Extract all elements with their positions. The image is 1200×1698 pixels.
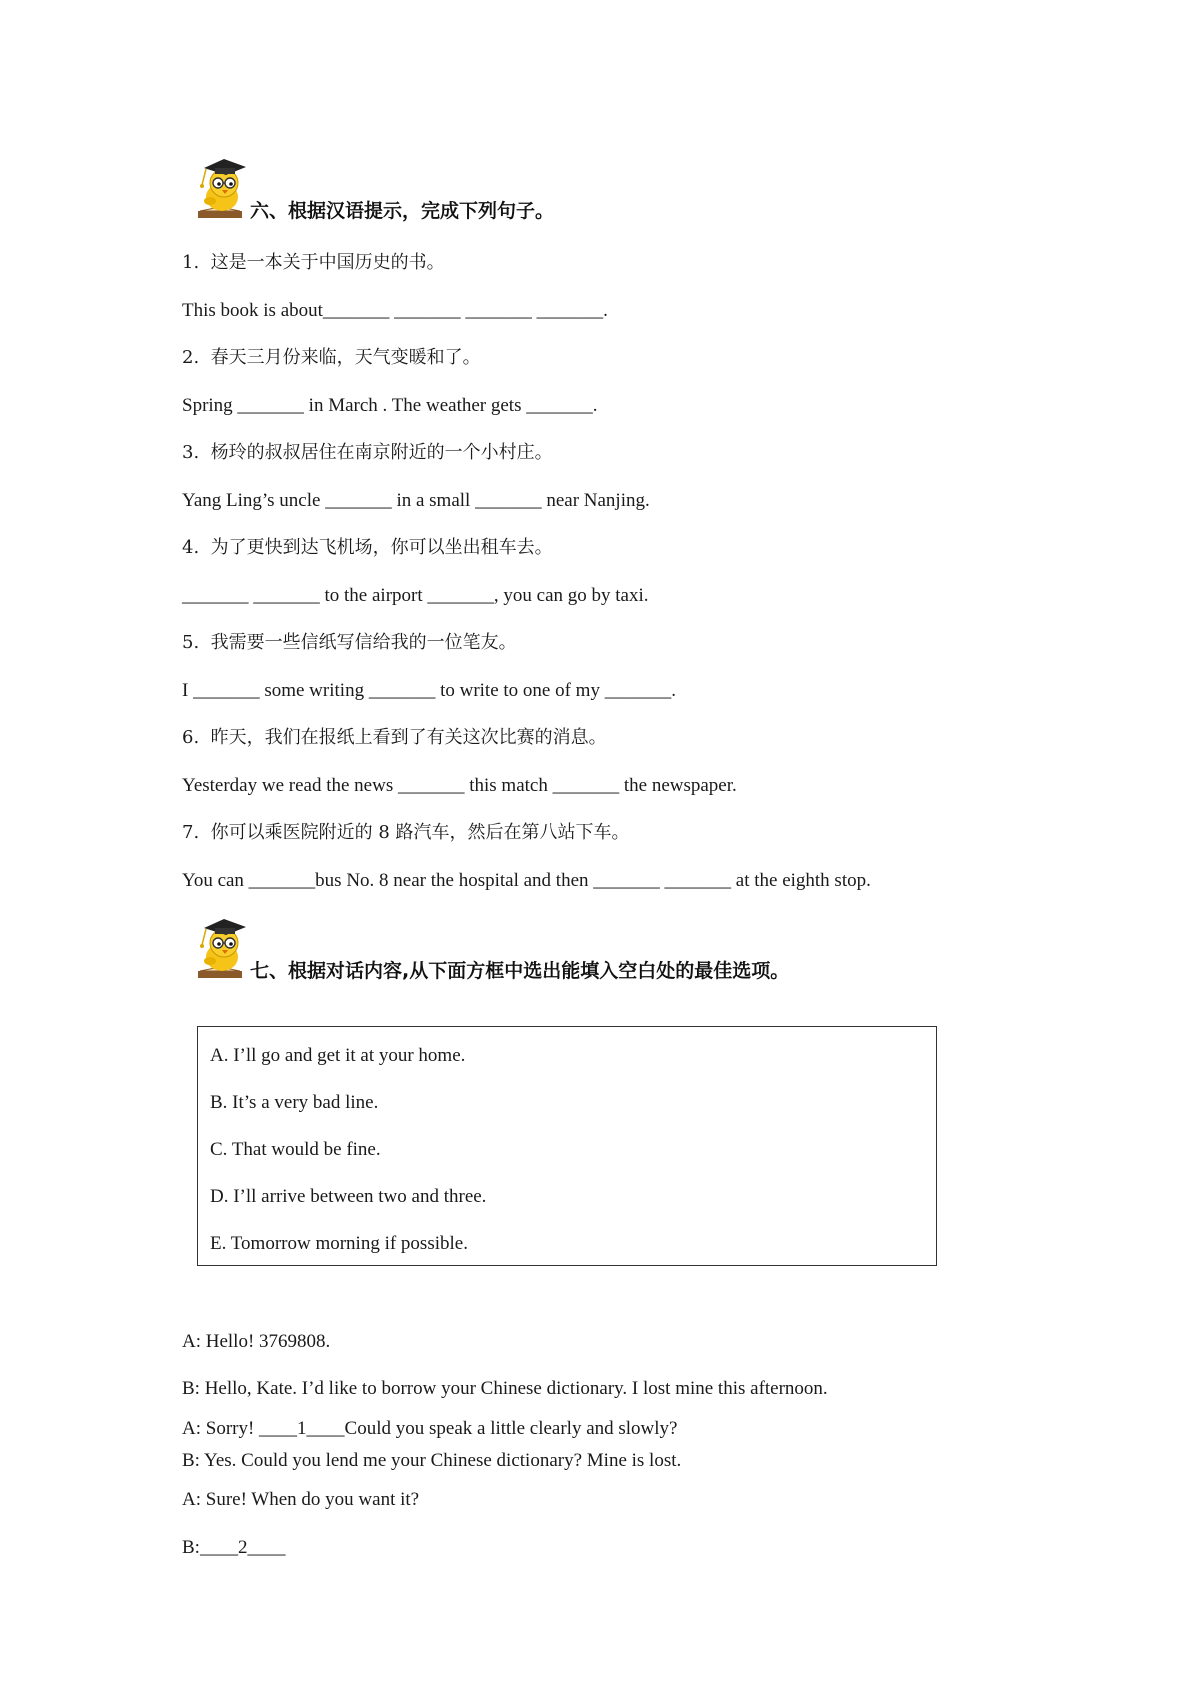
- item-3-english: Yang Ling’s uncle _______ in a small _______ near Nanjing.: [182, 490, 650, 511]
- dialogue-line-6: B:____2____: [182, 1537, 286, 1558]
- item-3-chinese: 3. 杨玲的叔叔居住在南京附近的一个小村庄。: [182, 442, 553, 463]
- item-7-chinese: 7. 你可以乘医院附近的 8 路汽车，然后在第八站下车。: [182, 822, 630, 843]
- dialogue-line-1: A: Hello! 3769808.: [182, 1331, 331, 1352]
- item-2-english: Spring _______ in March . The weather gets _______.: [182, 395, 598, 416]
- dialogue-line-4: B: Yes. Could you lend me your Chinese dictionary? Mine is lost.: [182, 1450, 682, 1471]
- options-box: [197, 1026, 937, 1266]
- graduate-chick-reading-icon: [182, 153, 248, 225]
- option-e: E. Tomorrow morning if possible.: [210, 1233, 468, 1254]
- option-a: A. I’ll go and get it at your home.: [210, 1045, 466, 1066]
- item-6-chinese: 6. 昨天，我们在报纸上看到了有关这次比赛的消息。: [182, 727, 607, 748]
- option-d: D. I’ll arrive between two and three.: [210, 1186, 487, 1207]
- option-b: B. It’s a very bad line.: [210, 1092, 379, 1113]
- item-2-chinese: 2. 春天三月份来临，天气变暖和了。: [182, 347, 481, 368]
- dialogue-line-3: A: Sorry! ____1____Could you speak a little clearly and slowly?: [182, 1418, 678, 1439]
- option-c: C. That would be fine.: [210, 1139, 381, 1160]
- dialogue-line-5: A: Sure! When do you want it?: [182, 1489, 420, 1510]
- section-6-title: 六、根据汉语提示，完成下列句子。: [250, 200, 555, 222]
- section-6-header: [182, 153, 554, 225]
- item-6-english: Yesterday we read the news _______ this match _______ the newspaper.: [182, 775, 737, 796]
- item-7-english: You can _______bus No. 8 near the hospital and then _______ _______ at the eighth stop.: [182, 870, 871, 891]
- item-1-english: This book is about_______ _______ _______ _______.: [182, 300, 608, 321]
- item-5-chinese: 5. 我需要一些信纸写信给我的一位笔友。: [182, 632, 517, 653]
- section-7-title: 七、根据对话内容,从下面方框中选出能填入空白处的最佳选项。: [250, 960, 790, 982]
- item-4-english: _______ _______ to the airport _______, you can go by taxi.: [182, 585, 649, 606]
- dialogue-line-2: B: Hello, Kate. I’d like to borrow your Chinese dictionary. I lost mine this afternoon.: [182, 1378, 828, 1399]
- item-5-english: I _______ some writing _______ to write to one of my _______.: [182, 680, 676, 701]
- graduate-chick-reading-icon: [182, 913, 248, 985]
- section-7-header: [182, 913, 789, 985]
- item-1-chinese: 1. 这是一本关于中国历史的书。: [182, 252, 445, 273]
- item-4-chinese: 4. 为了更快到达飞机场，你可以坐出租车去。: [182, 537, 553, 558]
